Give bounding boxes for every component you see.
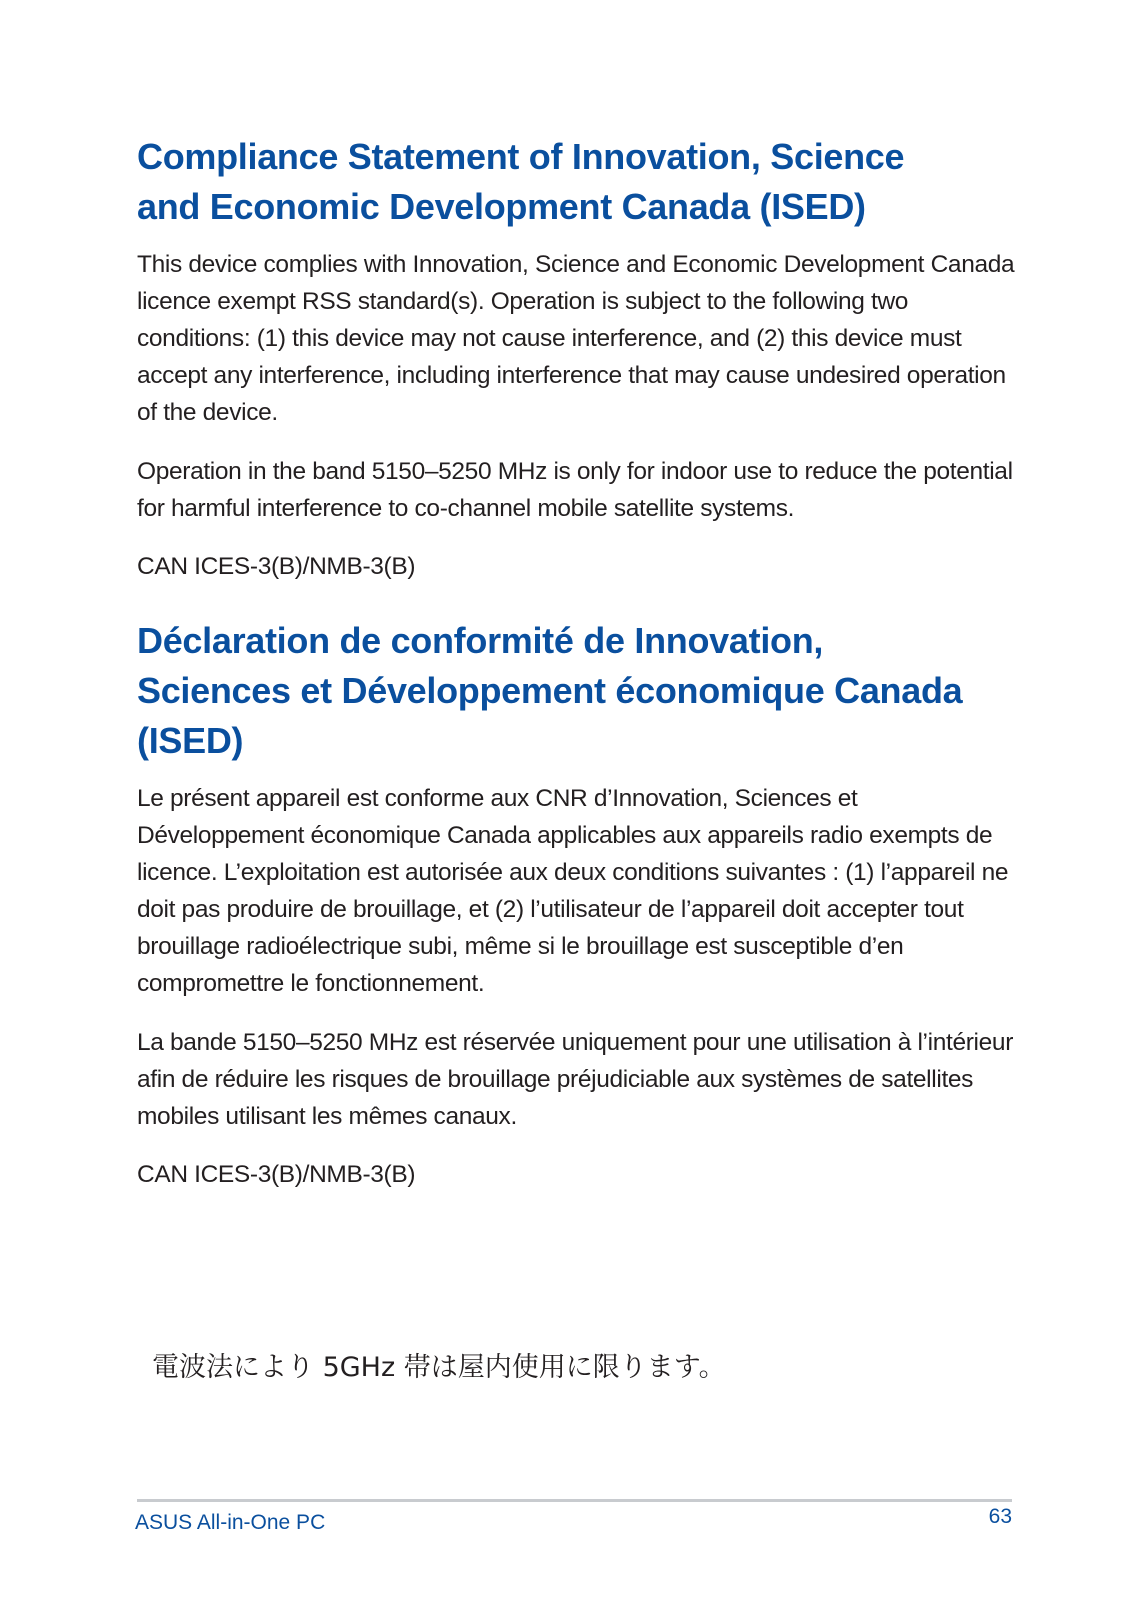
ised-compliance-paragraph-fr: Le présent appareil est conforme aux CNR d’Innovation, Sciences et Développement économique Canada applicables aux appareils radio exempts de licence. L’exploitation est autorisée aux deux conditions suivantes : (1) l’appareil ne doit pas produire de brouillage, et (2) l’utilisateur de l’appareil doit accepter tout brouillage radioélectrique subi, même si le brouillage est susceptible d’en compromettre le fonctionnement. xyxy=(137,785,1009,997)
ised-heading-en-line-2: and Economic Development Canada (ISED) xyxy=(137,186,866,227)
ices-code-fr: CAN ICES-3(B)/NMB-3(B) xyxy=(137,1161,416,1188)
page-content xyxy=(137,132,1017,1193)
ised-heading-fr-line-3: (ISED) xyxy=(137,720,244,761)
footer-divider xyxy=(137,1499,1012,1502)
ised-heading-en-line-1: Compliance Statement of Innovation, Science xyxy=(137,136,905,177)
ised-heading-fr-line-1: Déclaration de conformité de Innovation, xyxy=(137,620,824,661)
band-restriction-paragraph-fr: La bande 5150–5250 MHz est réservée uniquement pour une utilisation à l’intérieur afin de réduire les risques de brouillage préjudiciable aux systèmes de satellites mobiles utilisant les mêmes canaux. xyxy=(137,1029,1014,1130)
ised-heading-fr-line-2: Sciences et Développement économique Canada xyxy=(137,670,963,711)
japanese-5ghz-notice: 電波法により 5GHz 帯は屋内使用に限ります。 xyxy=(152,1352,726,1383)
ised-heading-fr xyxy=(137,616,1017,766)
band-restriction-paragraph-en: Operation in the band 5150–5250 MHz is only for indoor use to reduce the potential for harmful interference to co-channel mobile satellite systems. xyxy=(137,458,1013,522)
footer-product-name: ASUS All-in-One PC xyxy=(135,1511,326,1534)
footer-page-number: 63 xyxy=(988,1505,1012,1528)
ised-heading-en xyxy=(137,132,1017,232)
ised-compliance-paragraph-en: This device complies with Innovation, Science and Economic Development Canada licence exempt RSS standard(s). Operation is subject to the following two conditions: (1) this device may not cause interference, and (2) this device must accept any interference, including interference that may cause undesired operation of the device. xyxy=(137,251,1015,426)
ices-code-en: CAN ICES-3(B)/NMB-3(B) xyxy=(137,553,416,580)
